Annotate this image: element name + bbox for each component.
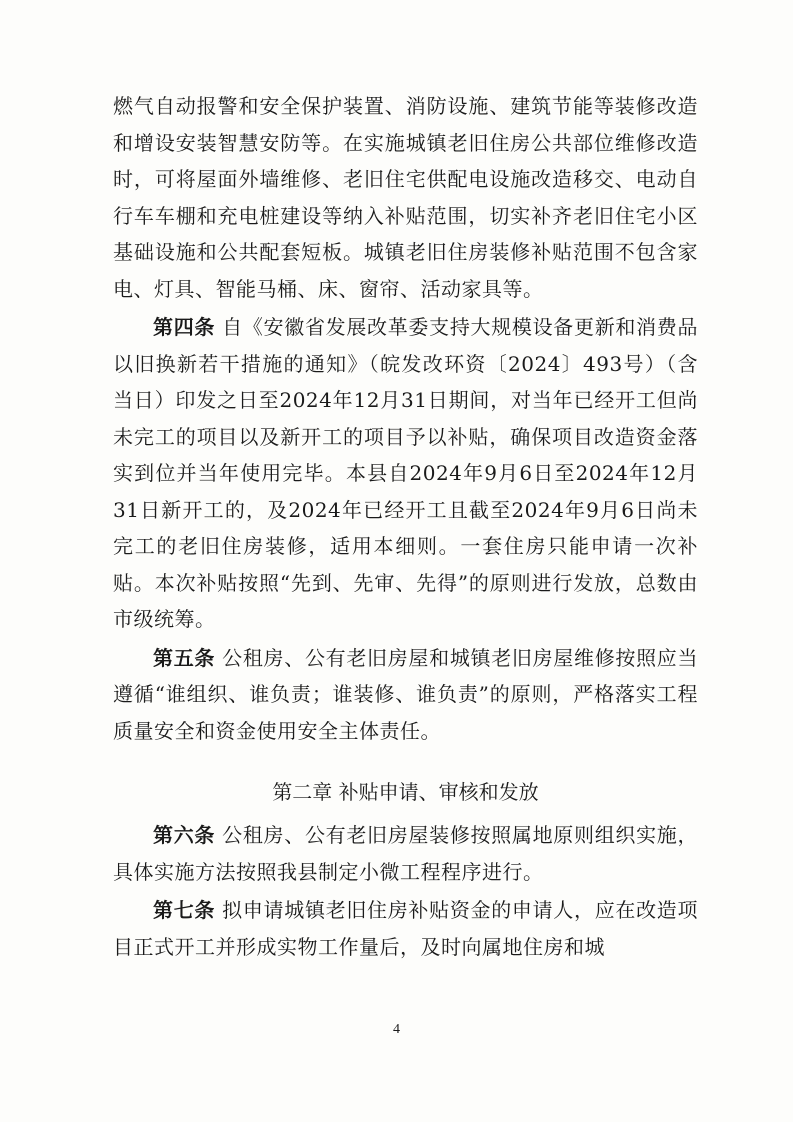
- article-5: [113, 640, 698, 750]
- document-body: [113, 88, 698, 967]
- article-5-label: 第五条: [153, 645, 216, 670]
- article-5-text: 公租房、公有老旧房屋和城镇老旧房屋维修按照应当遵循“谁组织、谁负责；谁装修、谁负责”的原则，严格落实工程质量安全和资金使用安全主体责任。: [113, 645, 698, 743]
- article-6-text: 公租房、公有老旧房屋装修按照属地原则组织实施，具体实施方法按照我县制定小微工程程序进行。: [113, 823, 698, 884]
- article-6-label: 第六条: [153, 823, 216, 847]
- article-4: [113, 309, 698, 638]
- article-4-label: 第四条: [153, 315, 216, 339]
- paragraph-continued: 燃气自动报警和安全保护装置、消防设施、建筑节能等装修改造和增设安装智慧安防等。在实施城镇老旧住房公共部位维修改造时，可将屋面外墙维修、老旧住宅供配电设施改造移交、电动自行车车棚和充电桩建设等纳入补贴范围，切实补齐老旧住宅小区基础设施和公共配套短板。城镇老旧住房装修补贴范围不包含家电、灯具、智能马桶、床、窗帘、活动家具等。: [113, 94, 698, 301]
- chapter-heading: 第二章 补贴申请、审核和发放: [272, 780, 539, 804]
- article-6: [113, 817, 698, 890]
- article-7-text: 拟申请城镇老旧住房补贴资金的申请人，应在改造项目正式开工并形成实物工作量后，及时向属地住房和城: [113, 898, 698, 959]
- page-number: 4: [393, 1022, 400, 1037]
- article-7-label: 第七条: [153, 898, 216, 922]
- article-4-text: 自《安徽省发展改革委支持大规模设备更新和消费品以旧换新若干措施的通知》（皖发改环资〔2024〕493号）（含当日）印发之日至2024年12月31日期间，对当年已经开工但尚未完工的项目以及新开工的项目予以补贴，确保项目改造资金落实到位并当年使用完毕。本县自2024年9月6日至2024年12月31日新开工的，及2024年已经开工且截至2024年9月6日尚未完工的老旧住房装修，适用本细则。一套住房只能申请一次补贴。本次补贴按照“先到、先审、先得”的原则进行发放，总数由市级统筹。: [113, 315, 698, 631]
- article-7: [113, 892, 698, 965]
